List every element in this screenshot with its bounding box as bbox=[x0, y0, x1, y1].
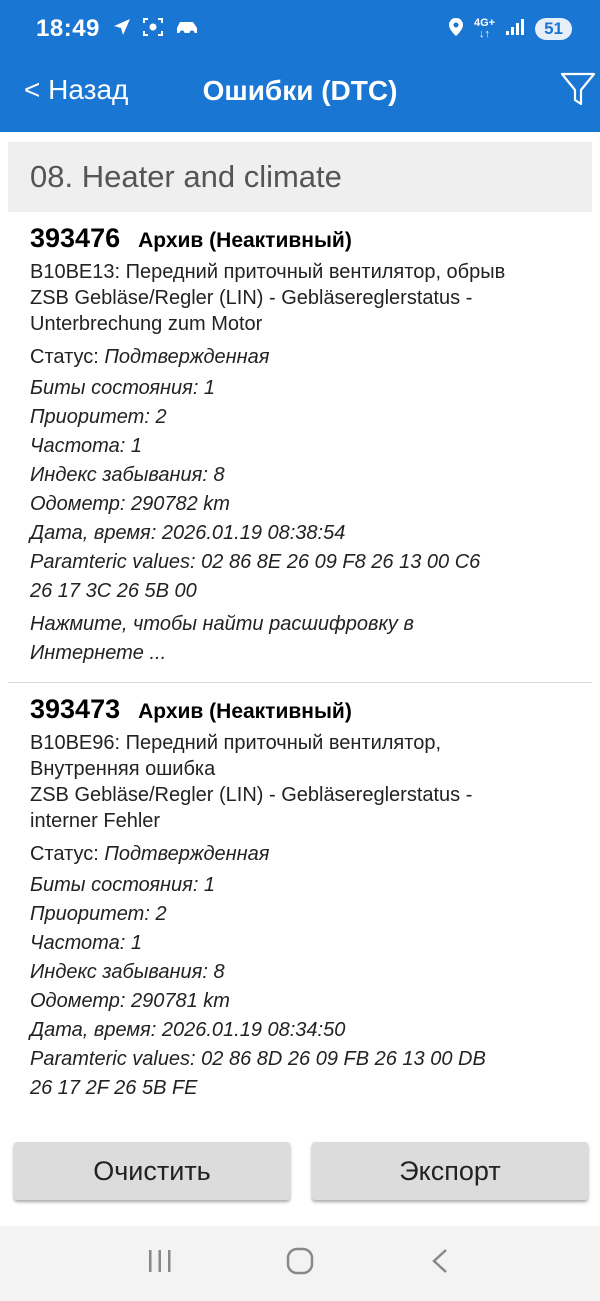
action-buttons bbox=[0, 1142, 600, 1200]
dtc-description bbox=[30, 730, 592, 834]
back-icon bbox=[429, 1247, 451, 1280]
dtc-frequency: Частота: 1 bbox=[30, 435, 142, 457]
dtc-priority: Приоритет: 2 bbox=[30, 406, 167, 428]
navigation-arrow-icon bbox=[112, 17, 132, 42]
dtc-params-line: 26 17 2F 26 5B FE bbox=[30, 1077, 198, 1099]
location-icon bbox=[448, 17, 464, 42]
dtc-status-bits: Биты состояния: 1 bbox=[30, 377, 216, 399]
mobile-data-icon: 4G+ ↓↑ bbox=[473, 17, 496, 40]
dtc-forget-index: Индекс забывания: 8 bbox=[30, 464, 225, 486]
clear-button[interactable]: Очистить bbox=[14, 1142, 290, 1200]
dtc-status bbox=[30, 343, 592, 372]
dtc-status-value: Подтвержденная bbox=[104, 346, 270, 368]
page-title: Ошибки (DTC) bbox=[202, 75, 398, 106]
dtc-code: 393473 bbox=[30, 694, 121, 724]
dtc-datetime: Дата, время: 2026.01.19 08:38:54 bbox=[30, 522, 346, 544]
dtc-status bbox=[30, 840, 592, 869]
recent-apps-button[interactable] bbox=[135, 1239, 185, 1289]
home-button[interactable] bbox=[275, 1239, 325, 1289]
dtc-code: 393476 bbox=[30, 223, 121, 253]
dtc-priority: Приоритет: 2 bbox=[30, 903, 167, 925]
search-online-link-line: Нажмите, чтобы найти расшифровку в bbox=[30, 613, 414, 635]
dtc-description-line: Unterbrechung zum Motor bbox=[30, 313, 263, 335]
dtc-odometer: Одометр: 290782 km bbox=[30, 493, 230, 515]
filter-icon bbox=[558, 97, 598, 114]
dtc-params-line: 26 17 3C 26 5B 00 bbox=[30, 580, 197, 602]
signal-icon bbox=[505, 18, 525, 41]
dtc-item[interactable] bbox=[8, 212, 592, 683]
dtc-frequency: Частота: 1 bbox=[30, 932, 142, 954]
battery-icon: 51 bbox=[535, 18, 572, 40]
status-bar bbox=[0, 0, 600, 58]
back-button[interactable]: < Назад bbox=[24, 74, 129, 105]
dtc-params-line: Paramteric values: 02 86 8E 26 09 F8 26 13 00 C6 bbox=[30, 551, 481, 573]
filter-button[interactable] bbox=[558, 70, 600, 112]
dtc-description-line: interner Fehler bbox=[30, 810, 161, 832]
dtc-description bbox=[30, 259, 592, 337]
dtc-odometer: Одометр: 290781 km bbox=[30, 990, 230, 1012]
dtc-status-bits: Биты состояния: 1 bbox=[30, 874, 216, 896]
system-back-button[interactable] bbox=[415, 1239, 465, 1289]
dtc-description-line: ZSB Gebläse/Regler (LIN) - Gebläsereglerstatus - bbox=[30, 287, 473, 309]
dtc-description-line: ZSB Gebläse/Regler (LIN) - Gebläsereglerstatus - bbox=[30, 784, 473, 806]
dtc-params-line: Paramteric values: 02 86 8D 26 09 FB 26 13 00 DB bbox=[30, 1048, 486, 1070]
dtc-list[interactable] bbox=[8, 142, 592, 1117]
dtc-params bbox=[30, 1045, 592, 1103]
app-bar bbox=[0, 58, 600, 132]
dtc-description-line: B10BE96: Передний приточный вентилятор, bbox=[30, 732, 441, 754]
dtc-params bbox=[30, 548, 592, 606]
dtc-description-line: Внутренняя ошибка bbox=[30, 758, 216, 780]
screen-record-icon bbox=[142, 17, 164, 42]
dtc-datetime: Дата, время: 2026.01.19 08:34:50 bbox=[30, 1019, 346, 1041]
recent-apps-icon bbox=[146, 1248, 174, 1279]
system-nav-bar bbox=[0, 1226, 600, 1301]
dtc-status-value: Подтвержденная bbox=[104, 843, 270, 865]
status-time: 18:49 bbox=[36, 15, 100, 42]
dtc-status-label: Статус: bbox=[30, 843, 105, 865]
status-right-icons bbox=[448, 17, 572, 42]
export-button[interactable]: Экспорт bbox=[312, 1142, 588, 1200]
status-left-icons bbox=[112, 17, 200, 42]
search-online-link[interactable] bbox=[30, 610, 592, 668]
section-header: 08. Heater and climate bbox=[8, 142, 592, 212]
dtc-state: Архив (Неактивный) bbox=[138, 700, 352, 723]
dtc-forget-index: Индекс забывания: 8 bbox=[30, 961, 225, 983]
search-online-link-line: Интернете ... bbox=[30, 642, 167, 664]
dtc-state: Архив (Неактивный) bbox=[138, 229, 352, 252]
home-icon bbox=[285, 1246, 315, 1281]
car-icon bbox=[174, 18, 200, 41]
dtc-description-line: B10BE13: Передний приточный вентилятор, обрыв bbox=[30, 261, 506, 283]
dtc-status-label: Статус: bbox=[30, 346, 105, 368]
network-type: 4G+ bbox=[473, 17, 496, 29]
dtc-item[interactable] bbox=[8, 683, 592, 1117]
